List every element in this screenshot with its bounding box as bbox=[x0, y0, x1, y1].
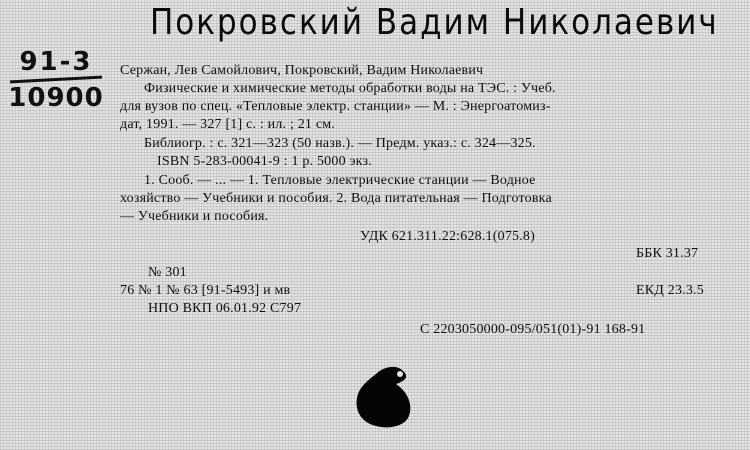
ekd-code: ЕКД 23.3.5 bbox=[636, 283, 704, 298]
handwritten-author-name: Покровский Вадим Николаевич bbox=[150, 2, 719, 44]
bibliography-line: Библиогр. : с. 321—323 (50 назв.). — Предм. указ.: с. 324—325. bbox=[144, 136, 536, 151]
title-line-1: Физические и химические методы обработки воды на ТЭС. : Учеб. bbox=[144, 81, 556, 96]
price-code: С 2203050000-095/051(01)-91 168-91 bbox=[420, 322, 646, 337]
subject-line-3: — Учебники и пособия. bbox=[120, 209, 269, 224]
ink-blot bbox=[354, 362, 416, 430]
title-line-2: для вузов по спец. «Тепловые электр. станции» — М. : Энергоатомиз- bbox=[120, 99, 551, 114]
call-number bbox=[8, 48, 104, 112]
call-number-bottom: 10900 bbox=[8, 83, 104, 113]
title-line-3: дат, 1991. — 327 [1] с. : ил. ; 21 см. bbox=[120, 117, 336, 132]
record-number: № 301 bbox=[148, 265, 187, 280]
subject-line-2: хозяйство — Учебники и пособия. 2. Вода питательная — Подготовка bbox=[120, 191, 552, 206]
bbk-code: ББК 31.37 bbox=[636, 246, 699, 261]
registration-line: 76 № 1 № 63 [91-5493] и мв bbox=[120, 283, 291, 298]
author-heading: Сержан, Лев Самойлович, Покровский, Вадим Николаевич bbox=[120, 63, 484, 78]
udc-code: УДК 621.311.22:628.1(075.8) bbox=[360, 229, 535, 244]
subject-line-1: 1. Сооб. — ... — 1. Тепловые электрические станции — Водное bbox=[144, 173, 536, 188]
isbn-line: ISBN 5-283-00041-9 : 1 р. 5000 экз. bbox=[157, 154, 372, 169]
publisher-stamp: НПО ВКП 06.01.92 С797 bbox=[148, 301, 302, 316]
call-number-top: 91-3 bbox=[19, 47, 93, 77]
